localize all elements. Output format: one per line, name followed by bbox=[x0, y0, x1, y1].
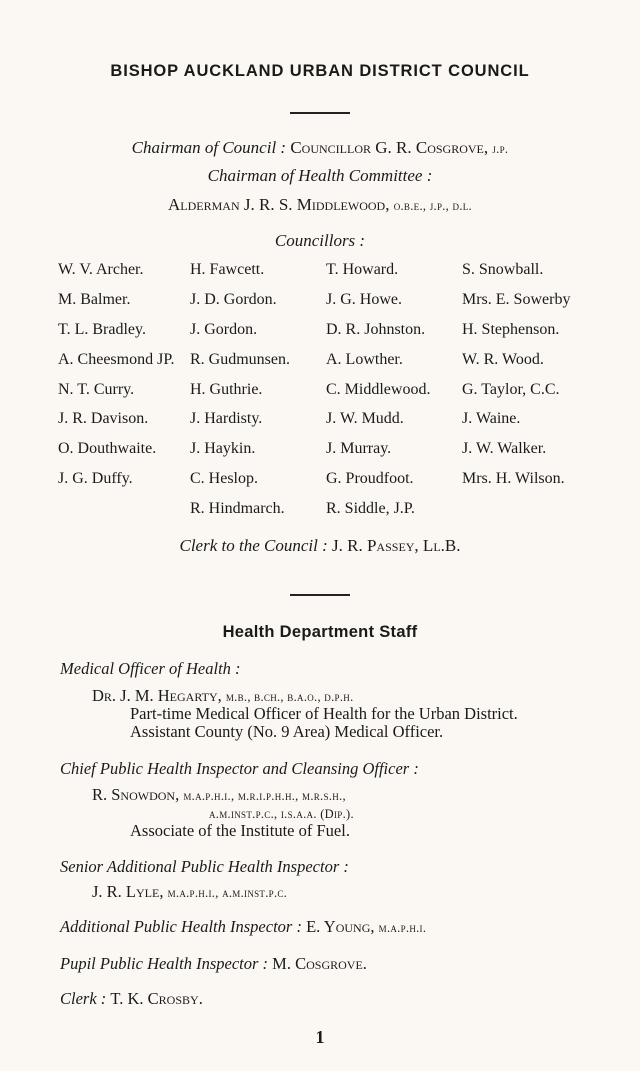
councillor-name: R. Hindmarch. bbox=[190, 500, 285, 517]
aphi-label: Additional Public Health Inspector : bbox=[60, 917, 302, 936]
aphi-quals: m.a.p.h.i. bbox=[378, 921, 427, 935]
chairman-council-label: Chairman of Council : bbox=[131, 138, 287, 157]
councillor-name: N. T. Curry. bbox=[58, 381, 135, 398]
clerk-name: T. K. Crosby. bbox=[110, 989, 203, 1008]
aphi-line bbox=[60, 917, 426, 937]
councillor-name: J. W. Mudd. bbox=[326, 410, 404, 427]
sphi-name: J. R. Lyle, bbox=[92, 882, 164, 901]
councillor-name: H. Stephenson. bbox=[462, 321, 560, 338]
councillor-name: H. Fawcett. bbox=[190, 261, 265, 278]
clerk-line bbox=[60, 989, 203, 1009]
councillor-name: J. Waine. bbox=[462, 410, 521, 427]
pphi-name: M. Cosgrove. bbox=[272, 954, 367, 973]
cphi-label: Chief Public Health Inspector and Cleansing Officer : bbox=[60, 759, 419, 778]
councillor-name: J. Gordon. bbox=[190, 321, 258, 338]
cphi-quals2: a.m.inst.p.c., i.s.a.a. (Dip.). bbox=[209, 807, 354, 821]
councillor-name: C. Heslop. bbox=[190, 470, 258, 487]
councillor-name: D. R. Johnston. bbox=[326, 321, 426, 338]
council-title: BISHOP AUCKLAND URBAN DISTRICT COUNCIL bbox=[110, 62, 530, 80]
chairman-council-honours: j.p. bbox=[492, 142, 509, 156]
moh-label: Medical Officer of Health : bbox=[60, 659, 241, 678]
clerk-council-label: Clerk to the Council : bbox=[179, 536, 328, 555]
councillor-name: Mrs. E. Sowerby bbox=[462, 291, 571, 308]
cphi-line3: Associate of the Institute of Fuel. bbox=[130, 821, 350, 840]
councillor-name: S. Snowball. bbox=[462, 261, 544, 278]
clerk-label: Clerk : bbox=[60, 989, 107, 1008]
councillor-name: J. W. Walker. bbox=[462, 440, 547, 457]
chairman-health-label: Chairman of Health Committee : bbox=[207, 166, 433, 185]
sphi-name-line bbox=[92, 882, 287, 902]
sphi-quals: m.a.p.h.i., a.m.inst.p.c. bbox=[167, 886, 288, 900]
councillor-name: G. Proudfoot. bbox=[326, 470, 414, 487]
councillor-name: J. Hardisty. bbox=[190, 410, 263, 427]
chairman-council-line bbox=[0, 138, 640, 158]
moh-line3: Assistant County (No. 9 Area) Medical Officer. bbox=[130, 722, 444, 741]
cphi-name-line bbox=[92, 785, 346, 805]
councillor-name: J. G. Duffy. bbox=[58, 470, 133, 487]
councillor-name: J. R. Davison. bbox=[58, 410, 149, 427]
staff-heading: Health Department Staff bbox=[222, 623, 418, 641]
aphi-name: E. Young, bbox=[306, 917, 375, 936]
councillors-heading: Councillors : bbox=[274, 231, 366, 250]
moh-name-line bbox=[92, 686, 354, 706]
councillor-name: J. Murray. bbox=[326, 440, 392, 457]
councillor-name: W. V. Archer. bbox=[58, 261, 144, 278]
councillor-name: T. Howard. bbox=[326, 261, 399, 278]
chairman-health-value: Alderman J. R. S. Middlewood, bbox=[168, 195, 390, 214]
cphi-quals1: m.a.p.h.i., m.r.i.p.h.h., m.r.s.h., bbox=[183, 789, 346, 803]
councillor-name: Mrs. H. Wilson. bbox=[462, 470, 565, 487]
councillor-name: A. Lowther. bbox=[326, 351, 403, 368]
councillor-name: T. L. Bradley. bbox=[58, 321, 146, 338]
cphi-name: R. Snowdon, bbox=[92, 785, 180, 804]
councillor-name: A. Cheesmond JP. bbox=[58, 351, 175, 368]
pphi-line bbox=[60, 954, 367, 974]
councillor-name: J. Haykin. bbox=[190, 440, 256, 457]
sphi-label: Senior Additional Public Health Inspector : bbox=[60, 857, 349, 876]
cphi-quals2-line bbox=[209, 803, 354, 823]
councillor-name: J. G. Howe. bbox=[326, 291, 402, 308]
chairman-council-value: Councillor G. R. Cosgrove, bbox=[290, 138, 489, 157]
chairman-health-honours: o.b.e., j.p., d.l. bbox=[393, 199, 472, 213]
councillor-name: C. Middlewood. bbox=[326, 381, 431, 398]
councillor-name: R. Gudmunsen. bbox=[190, 351, 290, 368]
clerk-council-line bbox=[0, 536, 640, 556]
clerk-council-value: J. R. Passey, Ll.B. bbox=[332, 536, 461, 555]
councillor-name: J. D. Gordon. bbox=[190, 291, 277, 308]
pphi-label: Pupil Public Health Inspector : bbox=[60, 954, 269, 973]
moh-line2: Part-time Medical Officer of Health for the Urban District. bbox=[130, 704, 518, 723]
page-number: 1 bbox=[315, 1027, 325, 1047]
councillor-name: H. Guthrie. bbox=[190, 381, 263, 398]
divider-middle bbox=[290, 594, 350, 596]
councillor-name: G. Taylor, C.C. bbox=[462, 381, 560, 398]
councillor-name: W. R. Wood. bbox=[462, 351, 544, 368]
divider-top bbox=[290, 112, 350, 114]
moh-name: Dr. J. M. Hegarty, bbox=[92, 686, 222, 705]
moh-quals: m.b., b.ch., b.a.o., d.p.h. bbox=[225, 690, 354, 704]
councillor-name: O. Douthwaite. bbox=[58, 440, 157, 457]
chairman-health-line bbox=[0, 195, 640, 215]
councillor-name: R. Siddle, J.P. bbox=[326, 500, 415, 517]
councillor-name: M. Balmer. bbox=[58, 291, 131, 308]
